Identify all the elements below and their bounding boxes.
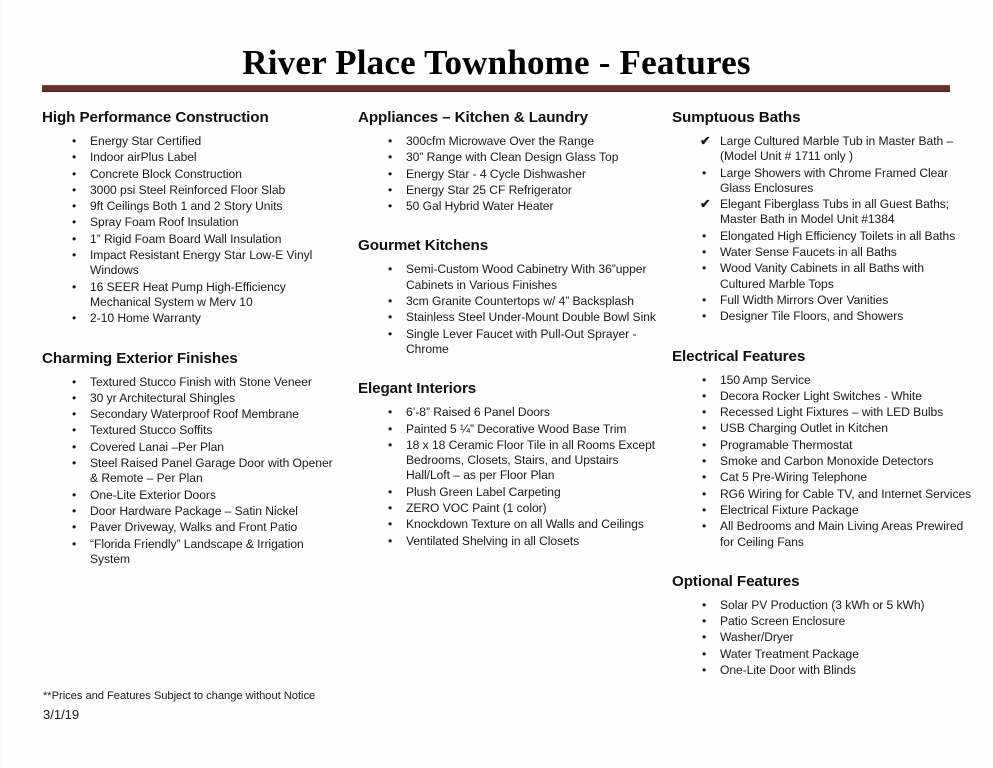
bullet-icon: • [702, 388, 707, 403]
feature-list [42, 134, 342, 327]
bullet-icon: • [702, 630, 707, 645]
list-item [42, 375, 342, 390]
list-item-label: 30” Range with Clean Design Glass Top [406, 150, 619, 165]
bullet-icon: • [72, 215, 77, 230]
list-item-label: Wood Vanity Cabinets in all Baths with Cultured Marble Tops [720, 261, 925, 291]
list-item [42, 248, 342, 279]
list-item [358, 422, 658, 437]
feature-list [358, 405, 658, 549]
list-item [672, 487, 972, 502]
section-heading: Elegant Interiors [358, 380, 477, 398]
list-item-label: Water Treatment Package [720, 646, 859, 661]
list-item [672, 389, 972, 404]
list-item-label: All Bedrooms and Main Living Areas Prewired for Ceiling Fans [720, 519, 964, 549]
bullet-icon: • [388, 182, 393, 197]
list-item-label: 2-10 Home Warranty [90, 311, 201, 326]
list-item-label: 3000 psi Steel Reinforced Floor Slab [90, 182, 286, 197]
title-divider-rule [42, 85, 950, 92]
bullet-icon: • [72, 374, 77, 389]
list-item [672, 197, 972, 228]
list-item [672, 421, 972, 436]
feature-list [42, 375, 342, 568]
list-item [672, 134, 972, 165]
bullet-icon: • [388, 501, 393, 516]
bullet-icon: • [72, 150, 77, 165]
list-item [358, 501, 658, 516]
list-item [358, 167, 658, 182]
list-item-label: Recessed Light Fixtures – with LED Bulbs [720, 405, 944, 420]
list-item-label: Semi-Custom Wood Cabinetry With 36”upper Cabinets in Various Finishes [406, 262, 647, 292]
list-item-label: Electrical Fixture Package [720, 502, 859, 517]
list-item-label: 30 yr Architectural Shingles [90, 390, 236, 405]
list-item-label: Decora Rocker Light Switches - White [720, 388, 922, 403]
bullet-icon: • [702, 519, 707, 534]
check-icon: ✔ [700, 134, 711, 148]
bullet-icon: • [388, 437, 393, 452]
list-item [358, 517, 658, 532]
list-item-label: Water Sense Faucets in all Baths [720, 245, 897, 260]
list-item [42, 391, 342, 406]
bullet-icon: • [72, 248, 77, 263]
list-item-label: Knockdown Texture on all Walls and Ceilings [406, 517, 644, 532]
bullet-icon: • [702, 309, 707, 324]
page-title: River Place Townhome - Features [242, 43, 751, 82]
list-item-label: Plush Green Label Carpeting [406, 484, 561, 499]
list-item [672, 405, 972, 420]
list-item-label: Stainless Steel Under-Mount Double Bowl Sink [406, 310, 656, 325]
bullet-icon: • [702, 597, 707, 612]
list-item [672, 630, 972, 645]
feature-section [672, 347, 972, 550]
list-item-label: Elongated High Efficiency Toilets in all Baths [720, 228, 956, 243]
list-item-label: Impact Resistant Energy Star Low-E Vinyl Windows [90, 248, 313, 278]
bullet-icon: • [72, 439, 77, 454]
bullet-icon: • [72, 134, 77, 148]
list-item-label: Painted 5 ¼” Decorative Wood Base Trim [406, 421, 627, 436]
list-item-label: RG6 Wiring for Cable TV, and Internet Services [720, 486, 972, 501]
bullet-icon: • [702, 663, 707, 678]
section-heading: High Performance Construction [42, 109, 269, 126]
list-item [358, 310, 658, 325]
list-item-label: 3cm Granite Countertops w/ 4” Backsplash [406, 294, 634, 309]
bullet-icon: • [702, 292, 707, 307]
list-item [42, 504, 342, 519]
list-item [672, 647, 972, 662]
list-item-label: ZERO VOC Paint (1 color) [406, 501, 547, 516]
list-item [358, 485, 658, 500]
bullet-icon: • [388, 421, 393, 436]
bullet-icon: • [72, 231, 77, 246]
list-item [42, 423, 342, 438]
list-item [358, 534, 658, 549]
bullet-icon: • [72, 279, 77, 294]
bullet-icon: • [702, 437, 707, 452]
list-item-label: Energy Star - 4 Cycle Dishwasher [406, 166, 586, 181]
bullet-icon: • [72, 182, 77, 197]
bullet-icon: • [388, 199, 393, 214]
bullet-icon: • [702, 228, 707, 243]
section-heading: Appliances – Kitchen & Laundry [358, 109, 588, 126]
section-heading: Electrical Features [672, 347, 806, 365]
list-item-label: 16 SEER Heat Pump High-Efficiency Mechanical System w Merv 10 [90, 279, 286, 309]
page-left-edge [0, 0, 3, 768]
list-item-label: Energy Star 25 CF Refrigerator [406, 182, 572, 197]
list-item [672, 309, 972, 324]
feature-section [358, 236, 658, 357]
list-item-label: Indoor airPlus Label [90, 150, 197, 165]
list-item-label: Textured Stucco Finish with Stone Veneer [90, 374, 312, 389]
bullet-icon: • [702, 165, 707, 180]
list-item-label: 18 x 18 Ceramic Floor Tile in all Rooms Except Bedrooms, Closets, Stairs, and Upstairs Hall/Loft – as per Floor Plan [406, 437, 656, 483]
list-item-label: Elegant Fiberglass Tubs in all Guest Baths; Master Bath in Model Unit #1384 [720, 197, 950, 227]
list-item [672, 373, 972, 388]
footer-disclaimer: **Prices and Features Subject to change without Notice [43, 690, 316, 702]
bullet-icon: • [702, 454, 707, 469]
list-item [42, 183, 342, 198]
list-item [358, 294, 658, 309]
bullet-icon: • [72, 166, 77, 181]
bullet-icon: • [388, 150, 393, 165]
list-item [358, 150, 658, 165]
list-item-label: Covered Lanai –Per Plan [90, 439, 224, 454]
list-item-label: 1” Rigid Foam Board Wall Insulation [90, 231, 282, 246]
list-item [672, 470, 972, 485]
list-item-label: Cat 5 Pre-Wiring Telephone [720, 470, 868, 485]
features-column-3 [672, 108, 972, 684]
list-item [672, 454, 972, 469]
list-item-label: USB Charging Outlet in Kitchen [720, 421, 888, 436]
list-item-label: One-Lite Door with Blinds [720, 663, 856, 678]
list-item-label: Large Showers with Chrome Framed Clear Glass Enclosures [720, 165, 948, 195]
bullet-icon: • [388, 262, 393, 277]
list-item-label: 6’-8” Raised 6 Panel Doors [406, 405, 550, 420]
bullet-icon: • [72, 487, 77, 502]
bullet-icon: • [702, 245, 707, 260]
footer [43, 689, 463, 723]
feature-section [672, 108, 972, 325]
list-item [42, 215, 342, 230]
bullet-icon: • [702, 502, 707, 517]
bullet-icon: • [702, 261, 707, 276]
list-item-label: Ventilated Shelving in all Closets [406, 533, 580, 548]
list-item-label: Steel Raised Panel Garage Door with Opener & Remote – Per Plan [90, 456, 333, 486]
list-item [42, 150, 342, 165]
list-item-label: 50 Gal Hybrid Water Heater [406, 199, 554, 214]
list-item [672, 663, 972, 678]
bullet-icon: • [72, 503, 77, 518]
list-item [42, 488, 342, 503]
list-item [358, 327, 658, 358]
list-item [358, 183, 658, 198]
list-item [358, 438, 658, 484]
list-item [358, 262, 658, 293]
list-item-label: One-Lite Exterior Doors [90, 487, 216, 502]
list-item [672, 503, 972, 518]
feature-list [358, 134, 658, 214]
list-item-label: Patio Screen Enclosure [720, 614, 846, 629]
feature-list [672, 134, 972, 325]
bullet-icon: • [388, 310, 393, 325]
features-column-1 [42, 108, 342, 573]
list-item-label: 300cfm Microwave Over the Range [406, 134, 594, 148]
bullet-icon: • [388, 484, 393, 499]
features-column-2 [358, 108, 658, 555]
list-item-label: 9ft Ceilings Both 1 and 2 Story Units [90, 199, 283, 214]
list-item [672, 229, 972, 244]
section-heading: Optional Features [672, 572, 800, 590]
list-item [42, 537, 342, 568]
bullet-icon: • [702, 646, 707, 661]
list-item [42, 167, 342, 182]
list-item [42, 280, 342, 311]
bullet-icon: • [388, 517, 393, 532]
list-item [42, 199, 342, 214]
bullet-icon: • [702, 614, 707, 629]
list-item-label: Smoke and Carbon Monoxide Detectors [720, 454, 934, 469]
list-item [42, 311, 342, 326]
bullet-icon: • [72, 311, 77, 326]
feature-list [358, 262, 658, 357]
bullet-icon: • [72, 423, 77, 438]
list-item-label: Textured Stucco Soffits [90, 423, 213, 438]
list-item-label: 150 Amp Service [720, 372, 811, 387]
feature-list [672, 373, 972, 550]
footer-date: 3/1/19 [43, 707, 80, 722]
list-item [672, 598, 972, 613]
list-item-label: Spray Foam Roof Insulation [90, 215, 239, 230]
bullet-icon: • [388, 533, 393, 548]
bullet-icon: • [388, 134, 393, 148]
list-item [42, 456, 342, 487]
bullet-icon: • [702, 372, 707, 387]
bullet-icon: • [388, 294, 393, 309]
list-item [42, 232, 342, 247]
list-item-label: Concrete Block Construction [90, 166, 242, 181]
bullet-icon: • [72, 407, 77, 422]
list-item-label: Large Cultured Marble Tub in Master Bath – (Model Unit # 1711 only ) [720, 134, 954, 164]
list-item [672, 438, 972, 453]
list-item [42, 520, 342, 535]
bullet-icon: • [702, 470, 707, 485]
feature-section [672, 572, 972, 678]
list-item [672, 166, 972, 197]
section-heading: Sumptuous Baths [672, 109, 801, 126]
feature-section [358, 379, 658, 549]
list-item [672, 245, 972, 260]
bullet-icon: • [72, 520, 77, 535]
bullet-icon: • [72, 456, 77, 471]
list-item-label: Programable Thermostat [720, 437, 853, 452]
bullet-icon: • [702, 421, 707, 436]
list-item-label: Energy Star Certified [90, 134, 202, 148]
bullet-icon: • [72, 390, 77, 405]
feature-list [672, 598, 972, 678]
list-item [358, 199, 658, 214]
section-heading: Charming Exterior Finishes [42, 349, 238, 367]
section-heading: Gourmet Kitchens [358, 237, 489, 255]
list-item-label: Full Width Mirrors Over Vanities [720, 292, 889, 307]
list-item [42, 440, 342, 455]
bullet-icon: • [72, 199, 77, 214]
feature-section [358, 108, 658, 214]
list-item [672, 261, 972, 292]
list-item [42, 407, 342, 422]
list-item-label: Secondary Waterproof Roof Membrane [90, 407, 299, 422]
feature-section [42, 108, 342, 327]
list-item-label: Paver Driveway, Walks and Front Patio [90, 520, 298, 535]
list-item [358, 134, 658, 149]
list-item-label: Door Hardware Package – Satin Nickel [90, 503, 298, 518]
bullet-icon: • [72, 536, 77, 551]
list-item-label: Solar PV Production (3 kWh or 5 kWh) [720, 597, 925, 612]
bullet-icon: • [388, 166, 393, 181]
title-block [0, 44, 993, 83]
list-item-label: Washer/Dryer [720, 630, 794, 645]
list-item [358, 405, 658, 420]
list-item [42, 134, 342, 149]
bullet-icon: • [702, 486, 707, 501]
feature-section [42, 349, 342, 568]
bullet-icon: • [388, 326, 393, 341]
list-item [672, 519, 972, 550]
bullet-icon: • [388, 405, 393, 420]
list-item [672, 293, 972, 308]
list-item-label: Designer Tile Floors, and Showers [720, 309, 904, 324]
check-icon: ✔ [700, 197, 711, 212]
list-item [672, 614, 972, 629]
list-item-label: “Florida Friendly” Landscape & Irrigation System [90, 536, 304, 566]
bullet-icon: • [702, 405, 707, 420]
list-item-label: Single Lever Faucet with Pull-Out Sprayer - Chrome [406, 326, 637, 356]
